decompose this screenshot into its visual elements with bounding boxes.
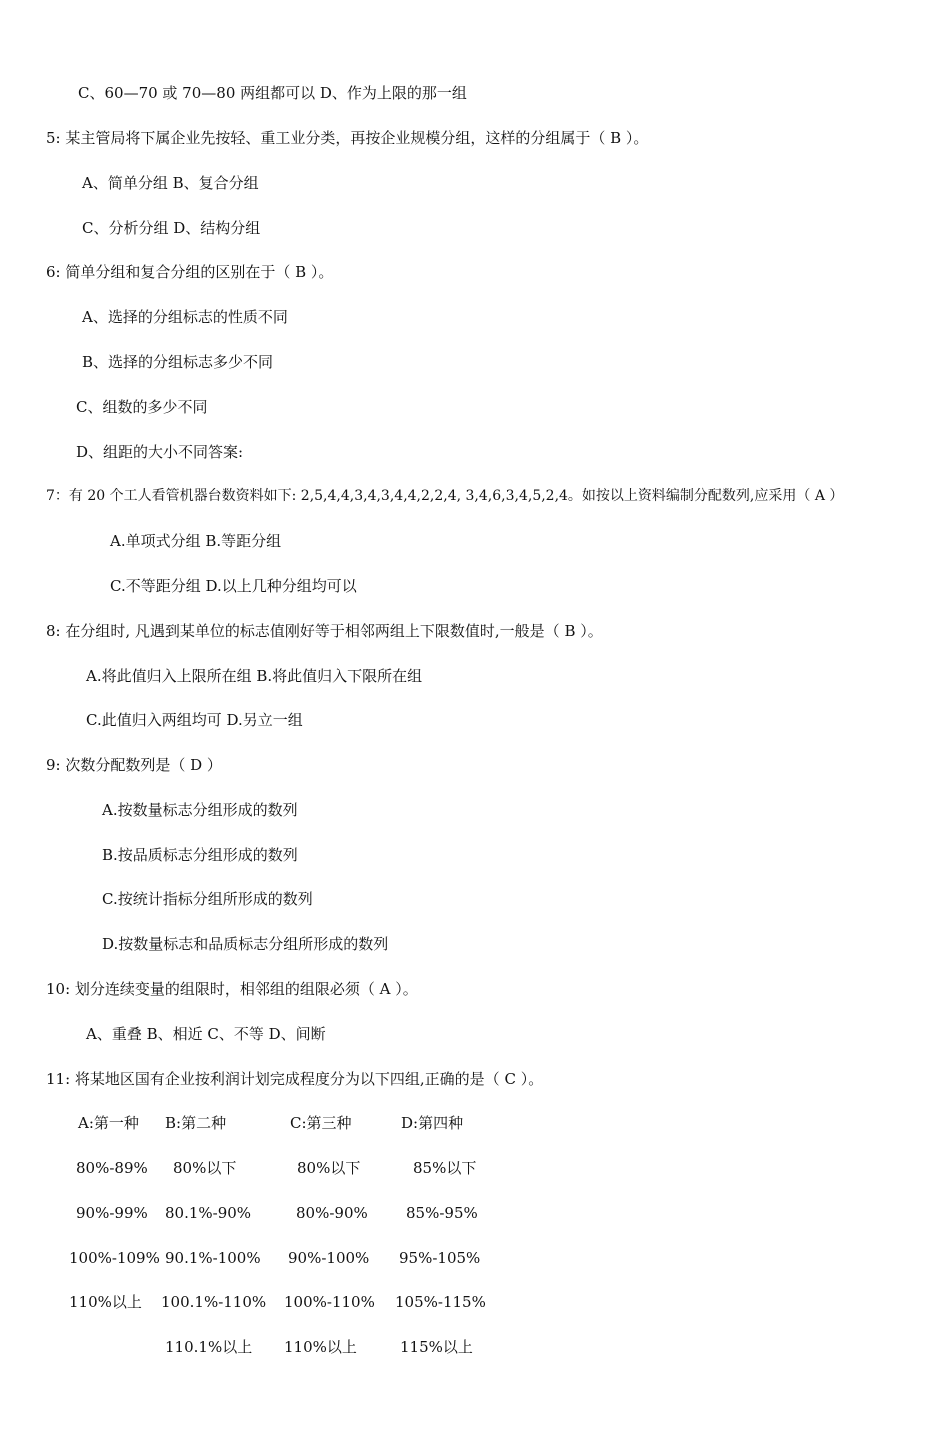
q9-option-d: D.按数量标志和品质标志分组所形成的数列 — [102, 935, 389, 953]
table-header-d: D:第四种 — [401, 1114, 464, 1132]
q5-options-ab: A、简单分组 B、复合分组 — [82, 174, 259, 192]
table-cell: 85%-95% — [406, 1204, 478, 1222]
table-cell: 90%-99% — [76, 1204, 148, 1222]
table-header-a: A:第一种 — [78, 1114, 139, 1132]
table-cell: 80%以下 — [297, 1159, 361, 1177]
q8-options-cd: C.此值归入两组均可 D.另立一组 — [86, 711, 303, 729]
table-header-c: C:第三种 — [290, 1114, 352, 1132]
table-cell: 95%-105% — [399, 1249, 481, 1267]
q10-question: 10: 划分连续变量的组限时，相邻组的组限必须（ A ）。 — [46, 980, 418, 998]
table-cell: 100.1%-110% — [161, 1293, 267, 1311]
q6-option-a: A、选择的分组标志的性质不同 — [82, 308, 288, 326]
q5-question: 5: 某主管局将下属企业先按轻、重工业分类，再按企业规模分组，这样的分组属于（ B ）。 — [46, 129, 649, 147]
q11-question: 11: 将某地区国有企业按利润计划完成程度分为以下四组,正确的是（ C ）。 — [46, 1070, 544, 1088]
table-cell: 110%以上 — [284, 1338, 357, 1356]
q8-options-ab: A.将此值归入上限所在组 B.将此值归入下限所在组 — [86, 667, 423, 685]
table-cell: 80%-89% — [76, 1159, 148, 1177]
q8-question: 8: 在分组时, 凡遇到某单位的标志值刚好等于相邻两组上下限数值时,一般是（ B ）。 — [46, 622, 603, 640]
table-cell: 115%以上 — [400, 1338, 473, 1356]
table-cell: 110%以上 — [69, 1293, 142, 1311]
table-cell: 90.1%-100% — [165, 1249, 261, 1267]
q5-options-cd: C、分析分组 D、结构分组 — [82, 219, 261, 237]
table-cell: 80%-90% — [296, 1204, 368, 1222]
q4-options-cd: C、60—70 或 70—80 两组都可以 D、作为上限的那一组 — [78, 84, 467, 102]
q6-option-b: B、选择的分组标志多少不同 — [82, 353, 274, 371]
table-header-b: B:第二种 — [165, 1114, 227, 1132]
q6-option-c: C、组数的多少不同 — [76, 398, 208, 416]
q6-option-d: D、组距的大小不同答案: — [76, 443, 244, 461]
q7-options-cd: C.不等距分组 D.以上几种分组均可以 — [110, 577, 357, 595]
q7-question: 7：有 20 个工人看管机器台数资料如下: 2,5,4,4,3,4,3,4,4,2,2,4, 3,4,6,3,4,5,2,4。如按以上资料编制分配数列,应采用（ A ） — [46, 488, 844, 504]
table-cell: 100%-109% — [69, 1249, 160, 1267]
q9-question: 9: 次数分配数列是（ D ） — [46, 756, 222, 774]
q9-option-c: C.按统计指标分组所形成的数列 — [102, 890, 313, 908]
q9-option-a: A.按数量标志分组形成的数列 — [102, 801, 298, 819]
q10-options: A、重叠 B、相近 C、不等 D、间断 — [86, 1025, 326, 1043]
table-cell: 80%以下 — [173, 1159, 237, 1177]
table-cell: 80.1%-90% — [165, 1204, 252, 1222]
table-cell: 85%以下 — [413, 1159, 477, 1177]
table-cell: 105%-115% — [395, 1293, 486, 1311]
table-cell: 90%-100% — [288, 1249, 370, 1267]
q6-question: 6: 简单分组和复合分组的区别在于（ B ）。 — [46, 263, 334, 281]
table-cell: 100%-110% — [284, 1293, 375, 1311]
q7-options-ab: A.单项式分组 B.等距分组 — [110, 532, 282, 550]
table-cell: 110.1%以上 — [165, 1338, 253, 1356]
q9-option-b: B.按品质标志分组形成的数列 — [102, 846, 298, 864]
